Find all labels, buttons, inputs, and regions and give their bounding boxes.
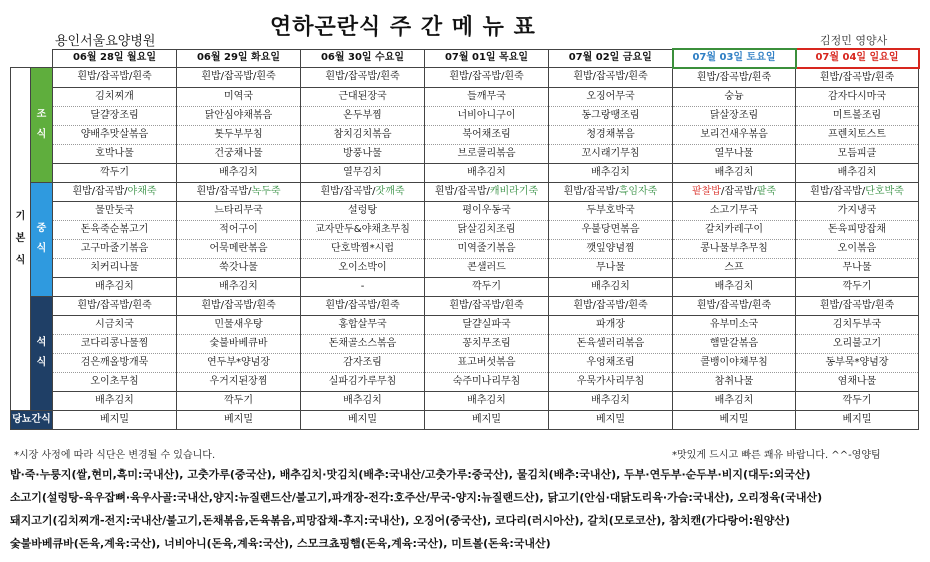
diabetic-snack-label: 당뇨간식 — [11, 410, 53, 429]
menu-item: 배추김치 — [673, 277, 796, 296]
menu-item: 배추김치 — [53, 277, 177, 296]
menu-item: 흰밥/잡곡밥/흰죽 — [301, 296, 425, 315]
menu-item: 깍두기 — [177, 391, 301, 410]
menu-item: 열무나물 — [673, 144, 796, 163]
menu-item: 김치찌개 — [53, 87, 177, 106]
diabetic-snack-item: 베지밀 — [549, 410, 673, 429]
menu-item: 교자만두&야채초무침 — [301, 220, 425, 239]
menu-item: 흰밥/잡곡밥/흰죽 — [301, 68, 425, 88]
menu-item: 숯불바베큐바 — [177, 334, 301, 353]
menu-item: 배추김치 — [549, 391, 673, 410]
rice-base: 흰밥/잡곡밥/ — [434, 185, 490, 197]
menu-item: 꽁치무조림 — [425, 334, 549, 353]
rice-base: /잡곡밥/ — [720, 185, 757, 197]
menu-item: 배추김치 — [177, 277, 301, 296]
menu-item: 배추김치 — [425, 391, 549, 410]
rice-porridge-item — [177, 182, 301, 201]
porridge-accent: 팥죽 — [756, 185, 777, 197]
menu-item: 근대된장국 — [301, 87, 425, 106]
menu-item: 배추김치 — [673, 163, 796, 182]
menu-item: 흰밥/잡곡밥/흰죽 — [177, 296, 301, 315]
menu-item: 염채나물 — [796, 372, 919, 391]
porridge-accent: 녹두죽 — [251, 185, 281, 197]
menu-item: 북어채조림 — [425, 125, 549, 144]
menu-item: 치커리나물 — [53, 258, 177, 277]
menu-item: 배추김치 — [549, 163, 673, 182]
porridge-accent: 야채죽 — [127, 185, 157, 197]
meal-label-breakfast — [31, 68, 53, 183]
meal-label-char: 중 — [36, 223, 47, 234]
menu-item: 흰밥/잡곡밥/흰죽 — [425, 68, 549, 88]
menu-item: 소고기무국 — [673, 201, 796, 220]
menu-item: 닭안심야채볶음 — [177, 106, 301, 125]
rice-porridge-item — [796, 182, 919, 201]
menu-item: 검은깨올방개묵 — [53, 353, 177, 372]
menu-item: 브로콜리볶음 — [425, 144, 549, 163]
menu-item: 흰밥/잡곡밥/흰죽 — [796, 296, 919, 315]
rice-base: 흰밥/잡곡밥/ — [320, 185, 376, 197]
menu-item: 보리건새우볶음 — [673, 125, 796, 144]
menu-item: 배추김치 — [796, 163, 919, 182]
menu-item: 김치두부국 — [796, 315, 919, 334]
menu-item: 감자조림 — [301, 353, 425, 372]
day-header: 07월 01일 목요일 — [425, 49, 549, 68]
menu-item: 달걀실파국 — [425, 315, 549, 334]
menu-item: 설렁탕 — [301, 201, 425, 220]
wish-notice: *맛있게 드시고 빠른 쾌유 바랍니다. ^^-영양팀 — [672, 450, 881, 461]
origin-line: 밥·죽·누룽지(쌀,현미,흑미:국내산), 고춧가루(중국산), 배추김치·맛김치(배추:국내산/고춧가루:중국산), 물김치(배추:국내산), 두부·연두부·순두부·비지(대두:외국산) — [10, 468, 811, 481]
menu-item: 시금치국 — [53, 315, 177, 334]
diabetic-snack-item: 베지밀 — [177, 410, 301, 429]
menu-item: 닭살장조림 — [673, 106, 796, 125]
menu-item: 우불당면볶음 — [549, 220, 673, 239]
menu-item: 파개장 — [549, 315, 673, 334]
menu-item: 표고버섯볶음 — [425, 353, 549, 372]
menu-item: 깻잎양념찜 — [549, 239, 673, 258]
menu-item: 미트볼조림 — [796, 106, 919, 125]
main-label — [11, 68, 31, 411]
rice-porridge-item — [53, 182, 177, 201]
menu-item: 평이우동국 — [425, 201, 549, 220]
meal-label-char: 식 — [36, 128, 47, 140]
menu-item: 배추김치 — [53, 391, 177, 410]
rice-base: 흰밥/잡곡밥/ — [563, 185, 619, 197]
day-header: 06월 30일 수요일 — [301, 49, 425, 68]
menu-item: 배추김치 — [425, 163, 549, 182]
menu-item: 고구마줄기볶음 — [53, 239, 177, 258]
menu-item: 흰밥/잡곡밥/흰죽 — [53, 296, 177, 315]
menu-item: 콜뱅이야채무침 — [673, 353, 796, 372]
menu-item: 흰밥/잡곡밥/흰죽 — [673, 296, 796, 315]
menu-item: 물만둣국 — [53, 201, 177, 220]
menu-item: 콘샐러드 — [425, 258, 549, 277]
menu-item: 달걀장조림 — [53, 106, 177, 125]
corner-cell — [11, 49, 53, 68]
main-label-char: 식 — [15, 254, 26, 266]
menu-item: 느타리무국 — [177, 201, 301, 220]
menu-item: 동그랑땡조림 — [549, 106, 673, 125]
menu-item: 스프 — [673, 258, 796, 277]
diabetic-snack-item: 베지밀 — [425, 410, 549, 429]
menu-item: 우거지된장찜 — [177, 372, 301, 391]
menu-item: 깍두기 — [53, 163, 177, 182]
day-header: 07월 04일 일요일 — [796, 49, 919, 68]
rice-base: 흰밥/잡곡밥/ — [72, 185, 128, 197]
main-label-char: 본 — [15, 232, 26, 244]
menu-item: 흰밥/잡곡밥/흰죽 — [53, 68, 177, 88]
menu-item: 흰밥/잡곡밥/흰죽 — [673, 68, 796, 88]
menu-item: 돈채골소스볶음 — [301, 334, 425, 353]
diabetic-snack-item: 베지밀 — [796, 410, 919, 429]
menu-item: 코다리콩나물찜 — [53, 334, 177, 353]
menu-item: 돈육셀러리볶음 — [549, 334, 673, 353]
menu-item: 유부미소국 — [673, 315, 796, 334]
meal-label-char: 식 — [36, 357, 47, 368]
menu-item: 콩나물부추무침 — [673, 239, 796, 258]
menu-item: 참치김치볶음 — [301, 125, 425, 144]
menu-item: 적어구이 — [177, 220, 301, 239]
weekly-menu-table — [10, 48, 920, 430]
menu-item: 감자다시마국 — [796, 87, 919, 106]
meal-label-char: 석 — [36, 337, 47, 348]
menu-item: 우묵가사리무침 — [549, 372, 673, 391]
menu-item: 들깨무국 — [425, 87, 549, 106]
menu-item: 동부묵*양념장 — [796, 353, 919, 372]
rice-base: 흰밥/잡곡밥/ — [196, 185, 252, 197]
menu-item: 돈육피망잡채 — [796, 220, 919, 239]
menu-item: 청경채볶음 — [549, 125, 673, 144]
menu-item: 온두부찜 — [301, 106, 425, 125]
menu-item: 홍합살무국 — [301, 315, 425, 334]
meal-label-char: 조 — [36, 108, 47, 120]
meal-label-lunch — [31, 182, 53, 296]
menu-item: 모듬피클 — [796, 144, 919, 163]
day-header: 07월 02일 금요일 — [549, 49, 673, 68]
menu-item: 숙주미나리무침 — [425, 372, 549, 391]
diabetic-snack-item: 베지밀 — [673, 410, 796, 429]
special-rice: 팥찰밥 — [691, 185, 721, 197]
menu-item: 양배추맛살볶음 — [53, 125, 177, 144]
menu-item: 두부호박국 — [549, 201, 673, 220]
page-title: 연하곤란식 주 간 메 뉴 표 — [270, 15, 536, 40]
menu-item: 무나물 — [549, 258, 673, 277]
menu-item: 쑥갓나물 — [177, 258, 301, 277]
menu-item: 흰밥/잡곡밥/흰죽 — [549, 68, 673, 88]
menu-item: 너비아니구이 — [425, 106, 549, 125]
diabetic-snack-item: 베지밀 — [53, 410, 177, 429]
menu-item: 무나물 — [796, 258, 919, 277]
menu-item: 숭늉 — [673, 87, 796, 106]
menu-item: 열무김치 — [301, 163, 425, 182]
menu-item: 민물새우탕 — [177, 315, 301, 334]
menu-item: 오이볶음 — [796, 239, 919, 258]
day-header: 07월 03일 토요일 — [673, 49, 796, 68]
menu-item: 깍두기 — [425, 277, 549, 296]
porridge-accent: 단호박죽 — [865, 185, 904, 197]
menu-item: 닭살김치조림 — [425, 220, 549, 239]
menu-item: 프렌치토스트 — [796, 125, 919, 144]
day-header: 06월 29일 화요일 — [177, 49, 301, 68]
origin-line: 소고기(설렁탕-육우잡뼈·육우사골:국내산,양지:뉴질랜드산/불고기,파개장-전각:호주산/무국-양지:뉴질랜드산), 닭고기(안심·대닭도리육·가슴:국내산), 오리정육(국내산) — [10, 491, 823, 504]
meal-label-dinner — [31, 296, 53, 410]
menu-item: 깍두기 — [796, 391, 919, 410]
menu-item: 오징어무국 — [549, 87, 673, 106]
menu-item: 흰밥/잡곡밥/흰죽 — [549, 296, 673, 315]
menu-item: 호박나물 — [53, 144, 177, 163]
menu-item: 방풍나물 — [301, 144, 425, 163]
porridge-accent: 흑임자죽 — [618, 185, 658, 197]
menu-item: 실파김가루무침 — [301, 372, 425, 391]
meal-label-char: 식 — [36, 243, 47, 254]
origin-line: 숯불바베큐바(돈육,계육:국산), 너비아니(돈육,계육:국산), 스모크쵸핑햄(돈육,계육:국산), 미트볼(돈육:국내산) — [10, 537, 551, 550]
menu-item: 미역국 — [177, 87, 301, 106]
main-label-char: 기 — [15, 210, 26, 222]
porridge-accent: 잣깨죽 — [375, 185, 405, 197]
menu-item: 배추김치 — [301, 391, 425, 410]
menu-item: 배추김치 — [177, 163, 301, 182]
menu-item: 가지냉국 — [796, 201, 919, 220]
menu-item: 흰밥/잡곡밥/흰죽 — [177, 68, 301, 88]
menu-item: 오이소박이 — [301, 258, 425, 277]
menu-item: 햄말갈볶음 — [673, 334, 796, 353]
rice-porridge-item — [425, 182, 549, 201]
menu-item: 건궁채나물 — [177, 144, 301, 163]
menu-item: 흰밥/잡곡밥/흰죽 — [796, 68, 919, 88]
menu-item: 참취나물 — [673, 372, 796, 391]
menu-item: 우엉채조림 — [549, 353, 673, 372]
menu-item: 배추김치 — [549, 277, 673, 296]
menu-item: 연두부*양념장 — [177, 353, 301, 372]
diabetic-snack-item: 베지밀 — [301, 410, 425, 429]
menu-item: 꼬시래기무침 — [549, 144, 673, 163]
menu-item: 오이초무침 — [53, 372, 177, 391]
rice-porridge-item — [549, 182, 673, 201]
porridge-accent: 캐비라기죽 — [489, 185, 539, 197]
day-header: 06월 28일 월요일 — [53, 49, 177, 68]
menu-item: 단호박찜*시럽 — [301, 239, 425, 258]
menu-item: 미역줄기볶음 — [425, 239, 549, 258]
dietitian-name: 김정민 영양사 — [820, 34, 888, 47]
hospital-name: 용인서울요양병원 — [55, 34, 156, 49]
menu-item: 돈육죽순볶고기 — [53, 220, 177, 239]
change-notice: *시장 사정에 따라 식단은 변경될 수 있습니다. — [14, 450, 216, 461]
origin-line: 돼지고기(김치찌개-전지:국내산/불고기,돈채볶음,돈육볶음,피망잡채-후지:국내산), 오징어(중국산), 코다리(러시아산), 갈치(모로코산), 참치캔(가다랑어:원양산) — [10, 514, 790, 527]
menu-item: 깍두기 — [796, 277, 919, 296]
rice-porridge-item — [673, 182, 796, 201]
menu-item: 배추김치 — [673, 391, 796, 410]
menu-item: 흰밥/잡곡밥/흰죽 — [425, 296, 549, 315]
menu-item: 갈치카레구이 — [673, 220, 796, 239]
rice-base: 흰밥/잡곡밥/ — [810, 185, 866, 197]
rice-porridge-item — [301, 182, 425, 201]
menu-item: - — [301, 277, 425, 296]
menu-item: 어묵메란볶음 — [177, 239, 301, 258]
menu-item: 오리불고기 — [796, 334, 919, 353]
menu-item: 톳두부무침 — [177, 125, 301, 144]
